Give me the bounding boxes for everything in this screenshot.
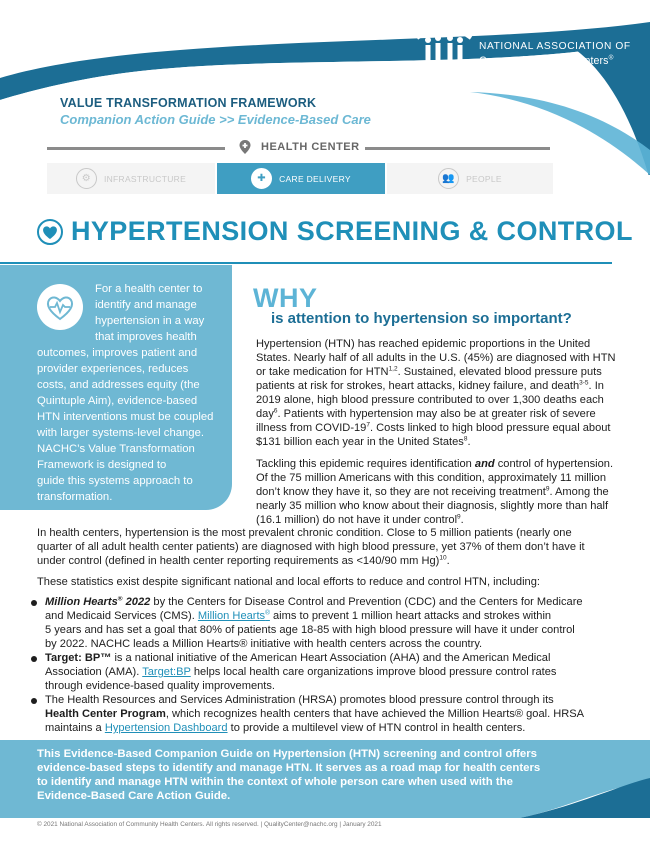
heart-checkmark-icon bbox=[37, 219, 63, 245]
why-subheading: is attention to hypertension so important? bbox=[271, 310, 572, 327]
body-p3-line: under control (defined in health center reporting requirements as <140/90 mm Hg)$^{10}$. bbox=[37, 554, 450, 567]
callout-line: Evidence-Based Care Action Guide. bbox=[37, 790, 231, 802]
sidebar-line: hypertension in a way bbox=[95, 315, 205, 327]
why-p1-line: Hypertension (HTN) has reached epidemic proportions in the United bbox=[256, 338, 591, 350]
why-p1-line: day$^6$. Patients with hypertension may also be at greater risk of severe bbox=[256, 407, 596, 420]
bullet1-line: 5 years and has set a goal that 80% of patients age 18-85 with high blood pressure will have it under control bbox=[45, 624, 575, 636]
bullet2-line: Association (AMA). Target:BP helps local health care organizations improve blood pressure control rates bbox=[45, 666, 557, 678]
callout-line: This Evidence-Based Companion Guide on Hypertension (HTN) screening and control offers bbox=[37, 748, 537, 760]
tab-care-delivery-label: CARE DELIVERY bbox=[279, 173, 351, 184]
org-name-line2: Community Health Centers bbox=[479, 55, 609, 67]
page-footer: © 2021 National Association of Community Health Centers. All rights reserved. | QualityCenter@nachc.org | January 2021 bbox=[37, 821, 382, 828]
sidebar-line: provider experiences, reduces bbox=[37, 363, 189, 375]
sidebar-line: guide this systems approach to bbox=[37, 475, 193, 487]
callout-line: to identify and manage HTN within the context of whole person care when used with the bbox=[37, 776, 513, 788]
org-registered-mark: ® bbox=[608, 54, 614, 62]
framework-title: VALUE TRANSFORMATION FRAMEWORK bbox=[60, 96, 317, 110]
bullet2-line: Target: BP™ is a national initiative of the American Heart Association (AHA) and the American Medical bbox=[45, 652, 551, 664]
bullet3-line: Health Center Program, which recognizes health centers that have achieved the Million Hearts® goal. HRSA bbox=[45, 708, 585, 720]
tab-infrastructure-label: INFRASTRUCTURE bbox=[103, 173, 187, 184]
org-name-line1: NATIONAL ASSOCIATION OF bbox=[479, 41, 631, 52]
why-p1-line: or take medication for HTN$^{1,2}$. Sustained, elevated blood pressure puts bbox=[256, 365, 602, 378]
why-p1-line: $131 billion each year in the United States$^8$. bbox=[256, 435, 471, 448]
million-hearts-link[interactable]: Million Hearts® bbox=[197, 609, 270, 622]
why-p1-line: States. Nearly half of all adults in the U.S. (45%) are diagnosed with HTN bbox=[256, 352, 616, 364]
sidebar-line: Quintuple Aim), evidence-based bbox=[37, 395, 198, 407]
gears-icon: ⚙ bbox=[76, 168, 97, 189]
tab-people[interactable] bbox=[387, 163, 553, 194]
section-rule-right bbox=[365, 147, 550, 150]
bullet1-line: by 2022. NACHC leads a Million Hearts® initiative with health centers across the country. bbox=[45, 638, 483, 650]
medical-kit-icon: ✚ bbox=[251, 168, 272, 189]
logo-house-icon bbox=[413, 16, 475, 66]
callout-line: evidence-based steps to identify and manage HTN. It serves as a road map for health centers bbox=[37, 762, 541, 774]
bullet2-line: through evidence-based quality improvements. bbox=[45, 680, 276, 692]
bullet1-line: and Medicaid Services (CMS). Million Hearts® aims to prevent 1 million heart attacks and strokes within bbox=[45, 609, 552, 622]
why-p1-line: patients at risk for strokes, heart attacks, kidney failure, and death$^{3-5}$. In bbox=[256, 379, 604, 392]
bullet3-line: The Health Resources and Services Administration (HRSA) promotes blood pressure control through its bbox=[45, 694, 554, 706]
body-p4: These statistics exist despite significant national and local efforts to reduce and control HTN, including: bbox=[37, 576, 540, 588]
why-p1-line: 2019 alone, high blood pressure contributed to over 1,300 deaths each bbox=[256, 394, 604, 406]
target-bp-link[interactable]: Target:BP bbox=[142, 666, 191, 678]
sidebar-line: transformation. bbox=[37, 491, 113, 503]
bullet3-line: maintains a Hypertension Dashboard to provide a multilevel view of HTN control in health centers. bbox=[45, 722, 526, 734]
sidebar-line: NACHC’s Value Transformation bbox=[37, 443, 195, 455]
why-p2-line: (16.1 million) do not have it under control$^9$. bbox=[256, 513, 464, 526]
location-pin-icon bbox=[237, 139, 253, 155]
bullet-dot bbox=[31, 656, 37, 662]
sidebar-line: identify and manage bbox=[95, 299, 197, 311]
sidebar-line: that improves health bbox=[95, 331, 197, 343]
sidebar-line: HTN interventions must be coupled bbox=[37, 411, 214, 423]
why-p2-line: Tackling this epidemic requires identification and control of hypertension. bbox=[256, 458, 614, 470]
why-heading: WHY bbox=[253, 283, 318, 313]
sidebar-line: costs, and addresses equity (the bbox=[37, 379, 200, 391]
bullet1-line: Million Hearts® 2022 by the Centers for Disease Control and Prevention (CDC) and the Centers for Medicare bbox=[45, 595, 583, 608]
tab-infrastructure[interactable] bbox=[47, 163, 215, 194]
bullet-dot bbox=[31, 600, 37, 606]
tab-people-label: PEOPLE bbox=[466, 173, 502, 184]
title-rule bbox=[0, 262, 612, 264]
page-title-row bbox=[37, 216, 633, 247]
section-label-text: HEALTH CENTER bbox=[261, 141, 360, 153]
why-p2-line: nearly 35 million who know about their diagnosis, slightly more than half bbox=[256, 500, 609, 512]
why-p2-line: Of the 75 million Americans with this condition, approximately 11 million bbox=[256, 472, 607, 484]
why-p2-line: don’t know they have it, so they are not receiving treatment$^9$. Among the bbox=[256, 485, 609, 498]
guide-subtitle: Companion Action Guide >> Evidence-Based Care bbox=[60, 112, 371, 127]
nachc-logo bbox=[413, 16, 643, 76]
section-label bbox=[237, 139, 360, 155]
sidebar-line: outcomes, improves patient and bbox=[37, 347, 198, 359]
why-p1-line: illness from COVID-$19^7$. Costs linked to high blood pressure equal about bbox=[256, 421, 611, 434]
hypertension-dashboard-link[interactable]: Hypertension Dashboard bbox=[104, 722, 228, 734]
section-rule-left bbox=[47, 147, 225, 150]
page-title: HYPERTENSION SCREENING & CONTROL bbox=[71, 216, 633, 246]
sidebar-line: Framework is designed to bbox=[37, 459, 167, 471]
body-p3-line: In health centers, hypertension is the most prevalent chronic condition. Close to 5 million patients (nearly one bbox=[37, 527, 572, 539]
sidebar-line: with larger systems-level change. bbox=[37, 427, 205, 439]
heart-pulse-icon bbox=[37, 284, 83, 330]
bullet-dot bbox=[31, 698, 37, 704]
body-p3-line: quarter of all adult health center patients) are diagnosed with high blood pressure, yet 37% of them don’t have it bbox=[37, 541, 585, 553]
sidebar-line: For a health center to bbox=[95, 283, 203, 295]
tab-care-delivery[interactable] bbox=[217, 163, 385, 194]
people-icon: 👥 bbox=[438, 168, 459, 189]
